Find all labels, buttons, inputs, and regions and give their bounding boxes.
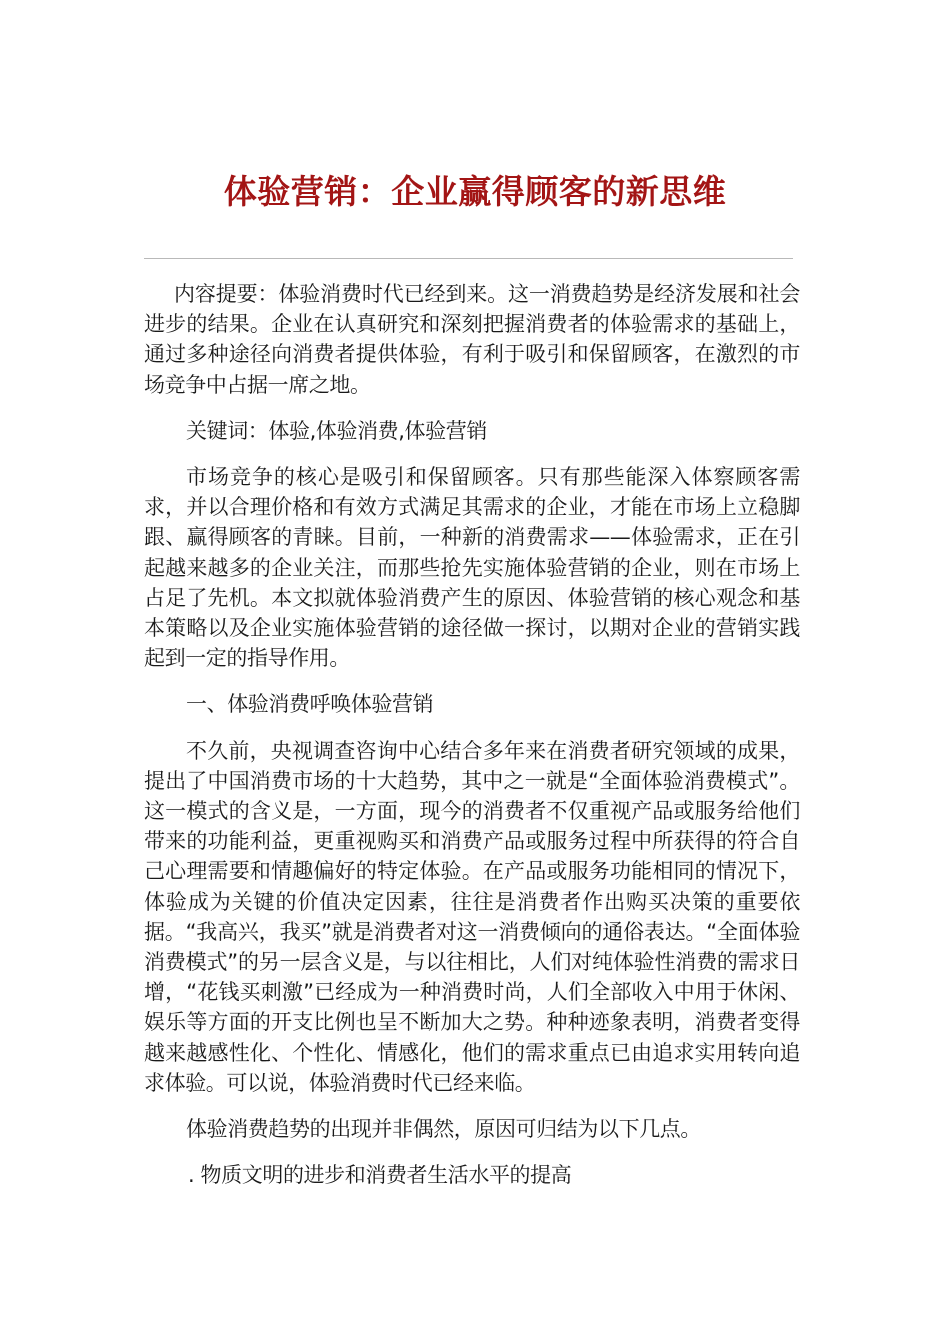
intro-paragraph: 市场竞争的核心是吸引和保留顾客。只有那些能深入体察顾客需求，并以合理价格和有效方式满足其需求的企业，才能在市场上立稳脚跟、赢得顾客的青睐。目前，一种新的消费需求——体验需求，正在引起越来越多的企业关注，而那些抢先实施体验营销的企业，则在市场上占足了先机。本文拟就体验消费产生的原因、体验营销的核心观念和基本策略以及企业实施体验营销的途径做一探讨，以期对企业的营销实践起到一定的指导作用。: [144, 465, 800, 671]
abstract-paragraph: 内容提要：体验消费时代已经到来。这一消费趋势是经济发展和社会进步的结果。企业在认真研究和深刻把握消费者的体验需求的基础上，通过多种途径向消费者提供体验，有利于吸引和保留顾客，在激烈的市场竞争中占据一席之地。: [144, 282, 800, 397]
title-divider: [144, 258, 793, 259]
list-item: . 物质文明的进步和消费者生活水平的提高: [188, 1163, 572, 1188]
document-title: 体验营销：企业赢得顾客的新思维: [223, 172, 727, 211]
body-paragraph-causes: 体验消费趋势的出现并非偶然，原因可归结为以下几点。: [186, 1117, 701, 1142]
section-heading: 一、体验消费呼唤体验营销: [186, 692, 434, 717]
document-body: [144, 279, 800, 1190]
keywords-paragraph: 关键词：体验,体验消费,体验营销: [186, 418, 487, 443]
body-paragraph: 不久前，央视调查咨询中心结合多年来在消费者研究领域的成果，提出了中国消费市场的十大趋势，其中之一就是“全面体验消费模式”。这一模式的含义是，一方面，现今的消费者不仅重视产品或服务给他们带来的功能利益，更重视购买和消费产品或服务过程中所获得的符合自己心理需要和情趣偏好的特定体验。在产品或服务功能相同的情况下，体验成为关键的价值决定因素，往往是消费者作出购买决策的重要依据。“我高兴，我买”就是消费者对这一消费倾向的通俗表达。“全面体验消费模式”的另一层含义是，与以往相比，人们对纯体验性消费的需求日增，“花钱买刺激”已经成为一种消费时尚，人们全部收入中用于休闲、娱乐等方面的开支比例也呈不断加大之势。种种迹象表明，消费者变得越来越感性化、个性化、情感化，他们的需求重点已由追求实用转向追求体验。可以说，体验消费时代已经来临。: [144, 738, 800, 1095]
